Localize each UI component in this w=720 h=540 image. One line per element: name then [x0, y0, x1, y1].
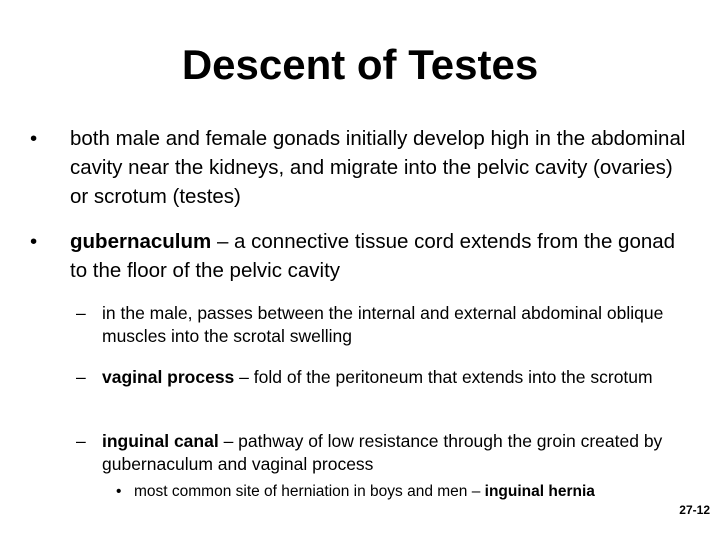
sub-bullet-term: inguinal canal [102, 431, 219, 451]
bullet-marker: • [30, 230, 38, 253]
sub-bullet-text: – fold of the peritoneum that extends into the scrotum [234, 367, 653, 387]
bullet-term: gubernaculum [70, 230, 212, 253]
sub-bullet-inguinal-canal [72, 430, 682, 476]
bullet-gonad-migration [26, 124, 686, 211]
sub-sub-bullet-text: most common site of herniation in boys and men – [134, 483, 485, 500]
sub-bullet-marker: – [76, 431, 86, 451]
sub-sub-bullet-term: inguinal hernia [484, 483, 595, 500]
bullet-marker: • [30, 127, 38, 150]
slide-title: Descent of Testes [181, 41, 539, 88]
bullet-text: – a connective tissue cord extends from the gonad to the floor of the pelvic cavity [70, 230, 676, 282]
bullet-text: both male and female gonads initially develop high in the abdominal cavity near the kidneys, and migrate into the pelvic cavity (ovaries) or scrotum (testes) [70, 127, 686, 208]
sub-bullet-marker: – [76, 367, 86, 387]
page-number: 27-12 [679, 503, 710, 517]
sub-bullet-marker: – [76, 303, 86, 323]
sub-bullet-male-path [72, 302, 682, 348]
sub-bullet-text: – pathway of low resistance through the groin created by gubernaculum and vaginal process [102, 431, 663, 474]
sub-bullet-term: vaginal process [102, 367, 235, 387]
sub-sub-bullet-marker: • [116, 483, 122, 500]
sub-sub-bullet-hernia [112, 482, 692, 502]
sub-bullet-text: in the male, passes between the internal and external abdominal oblique muscles into the scrotal swelling [102, 303, 664, 346]
sub-bullet-vaginal-process [72, 366, 682, 389]
bullet-gubernaculum [26, 227, 686, 285]
